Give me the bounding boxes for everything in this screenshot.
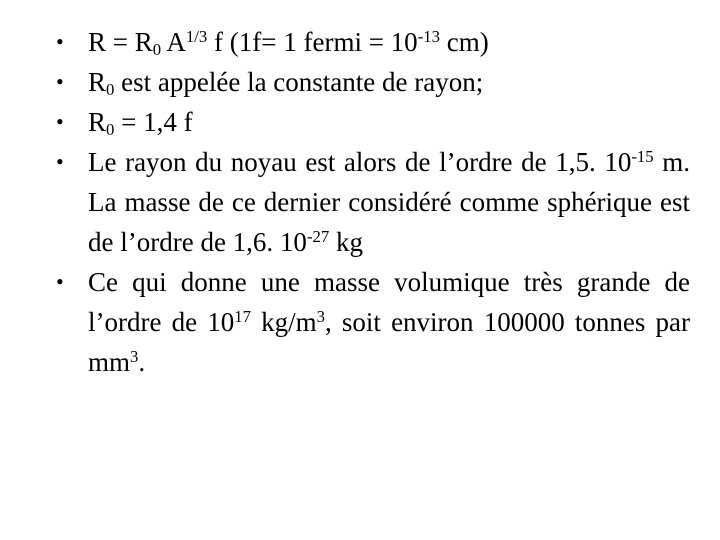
superscript: -27 [306, 226, 330, 246]
text-segment: f (1f= 1 fermi = 10 [207, 27, 418, 57]
bullet-item [56, 142, 690, 262]
superscript: 17 [234, 306, 251, 326]
bullet-icon: • [56, 269, 64, 294]
bullet-item [56, 62, 690, 102]
text-segment: , soit environ 100000 tonnes par mm [88, 307, 690, 377]
subscript: 0 [152, 40, 162, 60]
text-segment: R = R [88, 27, 153, 57]
text-segment: . [138, 347, 146, 377]
superscript: 3 [130, 346, 139, 366]
text-segment: kg/m [250, 307, 317, 337]
text-segment: est appelée la constante de rayon; [114, 67, 484, 97]
text-segment: R [88, 67, 107, 97]
text-segment: R [88, 107, 107, 137]
text-segment: kg [329, 227, 363, 257]
bullet-item [56, 22, 690, 62]
bullet-icon: • [56, 69, 64, 94]
text-segment: m. La masse de ce dernier considéré comme sphérique est de l’ordre de 1,6. 10 [88, 147, 690, 257]
bullet-icon: • [56, 29, 64, 54]
subscript: 0 [106, 80, 115, 100]
bullet-list [56, 22, 690, 382]
text-segment: Le rayon du noyau est alors de l’ordre de 1,5. 10 [88, 147, 632, 177]
superscript: 3 [316, 306, 326, 326]
superscript: 1/3 [185, 26, 208, 46]
superscript: -13 [417, 26, 440, 46]
text-segment: cm) [440, 27, 489, 57]
text-segment: A [161, 27, 186, 57]
text-segment: Ce qui donne une masse volumique très grande de l’ordre de 10 [88, 267, 690, 337]
subscript: 0 [106, 120, 115, 140]
text-segment: = 1,4 f [114, 107, 193, 137]
superscript: -15 [631, 146, 654, 166]
bullet-icon: • [56, 109, 64, 134]
bullet-item [56, 102, 690, 142]
bullet-item [56, 262, 690, 382]
bullet-icon: • [56, 149, 64, 174]
